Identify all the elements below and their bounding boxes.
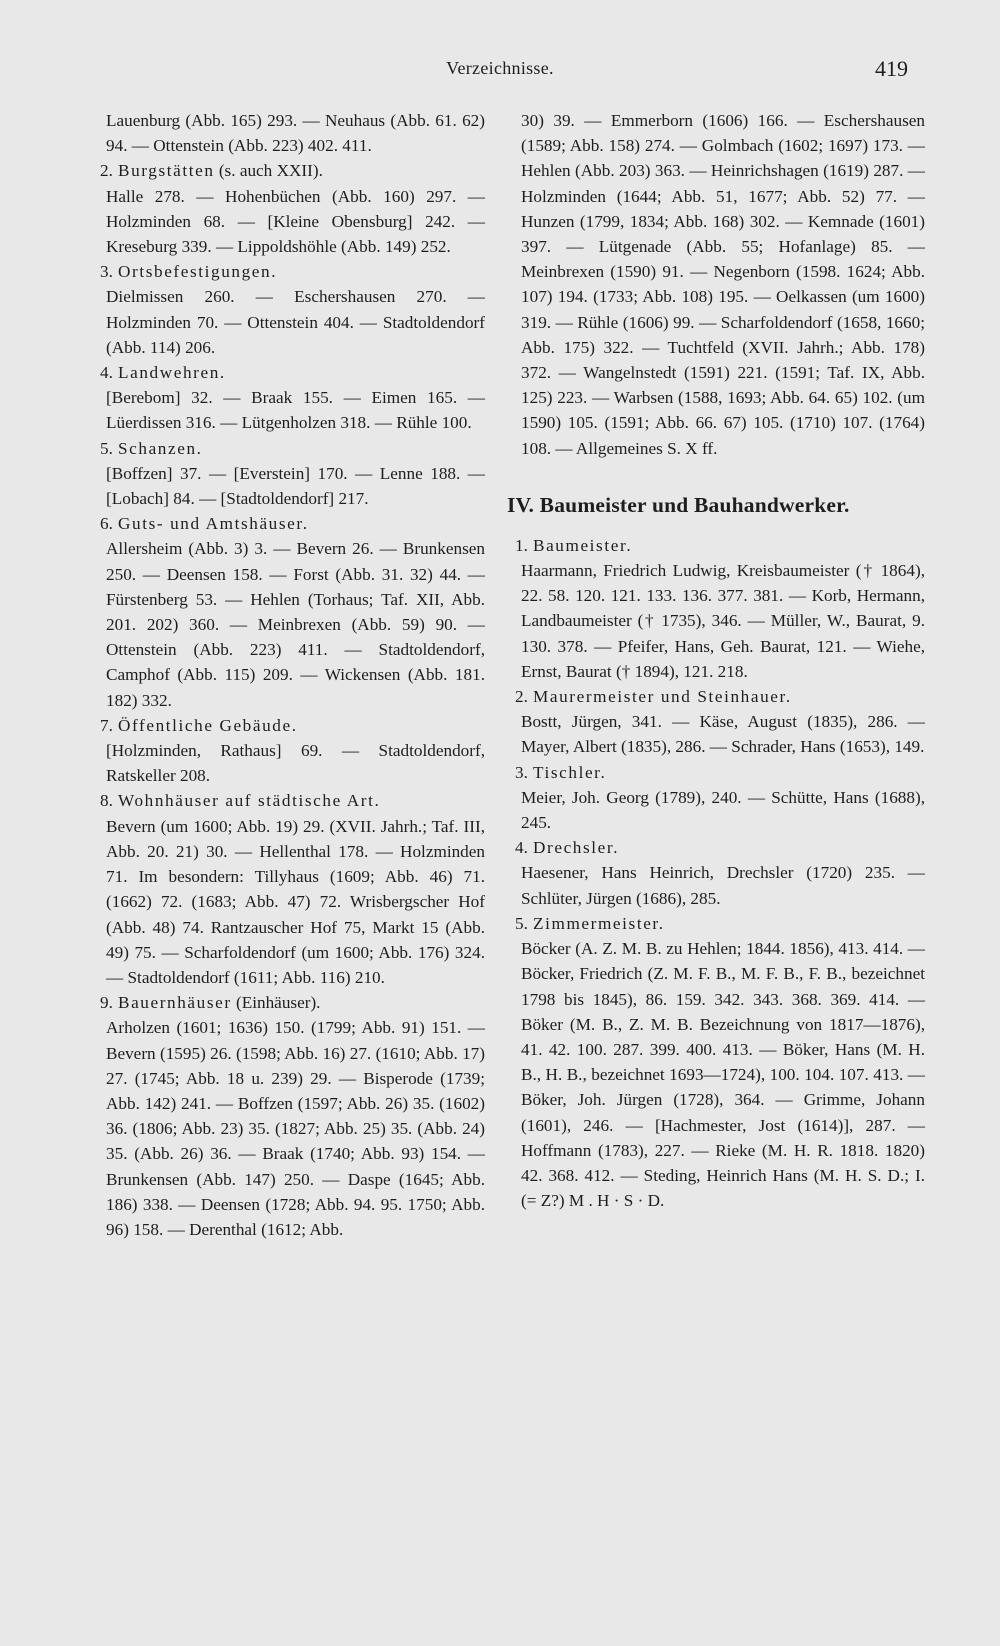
section-number: 5. [515,913,528,933]
section-number: 5. [100,438,113,458]
index-entry: [Holzminden, Rathaus] 69. — Stadtoldendorf, Ratskeller 208. [106,741,485,786]
section-heading [100,436,485,461]
section-title: Ortsbefestigungen. [118,262,278,282]
section-number: 2. [515,687,528,707]
index-entry: Halle 278. — Hohenbüchen (Abb. 160) 297. — Holzminden 68. — [Kleine Obensburg] 242. — Kreseburg 339. — Lippoldshöhle (Abb. 149) 252. [106,186,485,257]
section-title: Guts- und Amtshäuser. [118,514,309,534]
section-heading [100,788,485,813]
section-heading [515,835,925,860]
index-entry: [Berebom] 32. — Braak 155. — Eimen 165. — Lüerdissen 316. — Lütgenholzen 318. — Rühle 100. [106,388,485,433]
section-title: Landwehren. [118,363,226,383]
section-heading [100,360,485,385]
section-number: 9. [100,993,113,1013]
section-title: Zimmermeister. [533,913,665,933]
index-entry: Haarmann, Friedrich Ludwig, Kreisbaumeister († 1864), 22. 58. 120. 121. 133. 136. 377. 381. — Korb, Hermann, Landbaumeister († 1735), 346. — Müller, W., Baurat, 9. 130. 378. — Pfeifer, Hans, Geh. Baurat, 121. — Wiehe, Ernst, Baurat († 1894), 121. 218. [521,561,925,681]
section-heading [100,990,485,1015]
section-number: 8. [100,791,113,811]
section-heading [100,259,485,284]
index-entry: Arholzen (1601; 1636) 150. (1799; Abb. 91) 151. — Bevern (1595) 26. (1598; Abb. 16) 27. (1610; Abb. 17) 27. (1745; Abb. 18 u. 239) 29. — Bisperode (1739; Abb. 142) 241. — Boffzen (1597; Abb. 26) 35. (1602) 36. (1806; Abb. 23) 35. (1827; Abb. 25) 35. (Abb. 24) 35. (Abb. 26) 36. — Braak (1740; Abb. 93) 154. — Brunkensen (Abb. 147) 250. — Daspe (1645; Abb. 186) 338. — Deensen (1728; Abb. 94. 95. 1750; Abb. 96) 158. — Derenthal (1612; Abb. [106,1018,485,1239]
section-title: Drechsler. [533,838,620,858]
section-title: Maurermeister und Steinhauer. [533,687,792,707]
section-number: 2. [100,161,113,181]
section-heading [100,511,485,536]
section-title: Öffentliche Gebäude. [118,715,298,735]
section-heading [515,911,925,936]
section-title: Baumeister. [533,535,633,555]
index-entry: Bevern (um 1600; Abb. 19) 29. (XVII. Jahrh.; Taf. III, Abb. 20. 21) 30. — Hellenthal 178. — Holzminden 71. Im besondern: Tillyhaus (1609; Abb. 46) 71. (1662) 72. (1683; Abb. 47) 72. Wrisbergscher Hof (Abb. 48) 74. Rantzauscher Hof 75, Markt 15 (Abb. 49) 75. — Scharfoldendorf (um 1600; Abb. 176) 324. — Stadtoldendorf (1611; Abb. 116) 210. [106,816,485,987]
section-number: 7. [100,715,113,735]
page-number: 419 [875,56,908,81]
section-title: Burgstätten [118,161,215,181]
right-column [507,108,925,1213]
section-number: 3. [100,262,113,282]
section-number: 3. [515,762,528,782]
section-title: Bauernhäuser [118,993,232,1013]
section-heading [100,713,485,738]
section-suffix: (Einhäuser). [231,993,321,1013]
left-column [100,108,485,1242]
section-heading [100,158,485,183]
section-number: 6. [100,514,113,534]
section-title: Wohnhäuser auf städtische Art. [118,791,381,811]
index-entry: Allersheim (Abb. 3) 3. — Bevern 26. — Brunkensen 250. — Deensen 158. — Forst (Abb. 31. 32) 44. — Fürstenberg 53. — Hehlen (Torhaus; Taf. XII, Abb. 201. 202) 360. — Meinbrexen (Abb. 59) 90. — Ottenstein (Abb. 223) 411. — Stadtoldendorf, Camphof (Abb. 115) 209. — Wickensen (Abb. 181. 182) 332. [106,539,485,710]
index-entry: 30) 39. — Emmerborn (1606) 166. — Eschershausen (1589; Abb. 158) 274. — Golmbach (1602; 1697) 173. — Hehlen (Abb. 203) 363. — Heinrichshagen (1619) 287. — Holzminden (1644; Abb. 51, 1677; Abb. 52) 77. — Hunzen (1799, 1834; Abb. 168) 302. — Kemnade (1601) 397. — Lütgenade (Abb. 55; Hofanlage) 85. — Meinbrexen (1590) 91. — Negenborn (1598. 1624; Abb. 107) 194. (1733; Abb. 108) 195. — Oelkassen (um 1600) 319. — Rühle (1606) 99. — Scharfoldendorf (1658, 1660; Abb. 175) 322. — Tuchtfeld (XVII. Jahrh.; Abb. 178) 372. — Wangelnstedt (1591) 221. (1591; Taf. IX, Abb. 125) 223. — Warbsen (1588, 1693; Abb. 64. 65) 102. (um 1590) 105. (1591; Abb. 66. 67) 105. (1710) 107. (1764) 108. — Allgemeines S. X ff. [521,111,925,458]
section-heading [515,533,925,558]
section-number: 4. [100,363,113,383]
page-header [0,58,1000,88]
section-title: Tischler. [533,762,607,782]
index-entry: Lauenburg (Abb. 165) 293. — Neuhaus (Abb. 61. 62) 94. — Ottenstein (Abb. 223) 402. 411. [106,111,485,156]
index-entry: [Boffzen] 37. — [Everstein] 170. — Lenne 188. — [Lobach] 84. — [Stadtoldendorf] 217. [106,463,485,509]
index-entry: Bostt, Jürgen, 341. — Käse, August (1835), 286. — Mayer, Albert (1835), 286. — Schrader, Hans (1653), 149. [521,712,925,757]
chapter-heading: IV. Baumeister und Bauhandwerker. [507,492,850,517]
section-number: 1. [515,535,528,555]
index-entry: Böcker (A. Z. M. B. zu Hehlen; 1844. 1856), 413. 414. — Böcker, Friedrich (Z. M. F. B., M. F. B., F. B., bezeichnet 1798 bis 1845), 86. 159. 342. 343. 368. 369. 414. — Böker (M. B., Z. M. B. Bezeichnung von 1817—1876), 41. 42. 100. 287. 399. 400. 413. — Böker, Hans (M. H. B., H. B., bezeichnet 1693—1724), 100. 104. 107. 413. — Böker, Joh. Jürgen (1728), 364. — Grimme, Johann (1601), 246. — [Hachmester, Jost (1614)], 287. — Hoffmann (1783), 227. — Rieke (M. H. R. 1818. 1820) 42. 368. 412. — Steding, Heinrich Hans (M. H. S. D.; I. (= Z?) M . H · S · D. [521,939,925,1211]
section-heading [515,760,925,785]
index-entry: Meier, Joh. Georg (1789), 240. — Schütte, Hans (1688), 245. [521,787,925,833]
section-number: 4. [515,838,528,858]
section-heading [515,684,925,709]
section-suffix: (s. auch XXII). [214,161,323,181]
index-entry: Haesener, Hans Heinrich, Drechsler (1720) 235. — Schlüter, Jürgen (1686), 285. [521,863,925,908]
running-head: Verzeichnisse. [446,58,554,78]
index-entry: Dielmissen 260. — Eschershausen 270. — Holzminden 70. — Ottenstein 404. — Stadtoldendorf (Abb. 114) 206. [106,287,485,357]
section-title: Schanzen. [118,438,203,458]
